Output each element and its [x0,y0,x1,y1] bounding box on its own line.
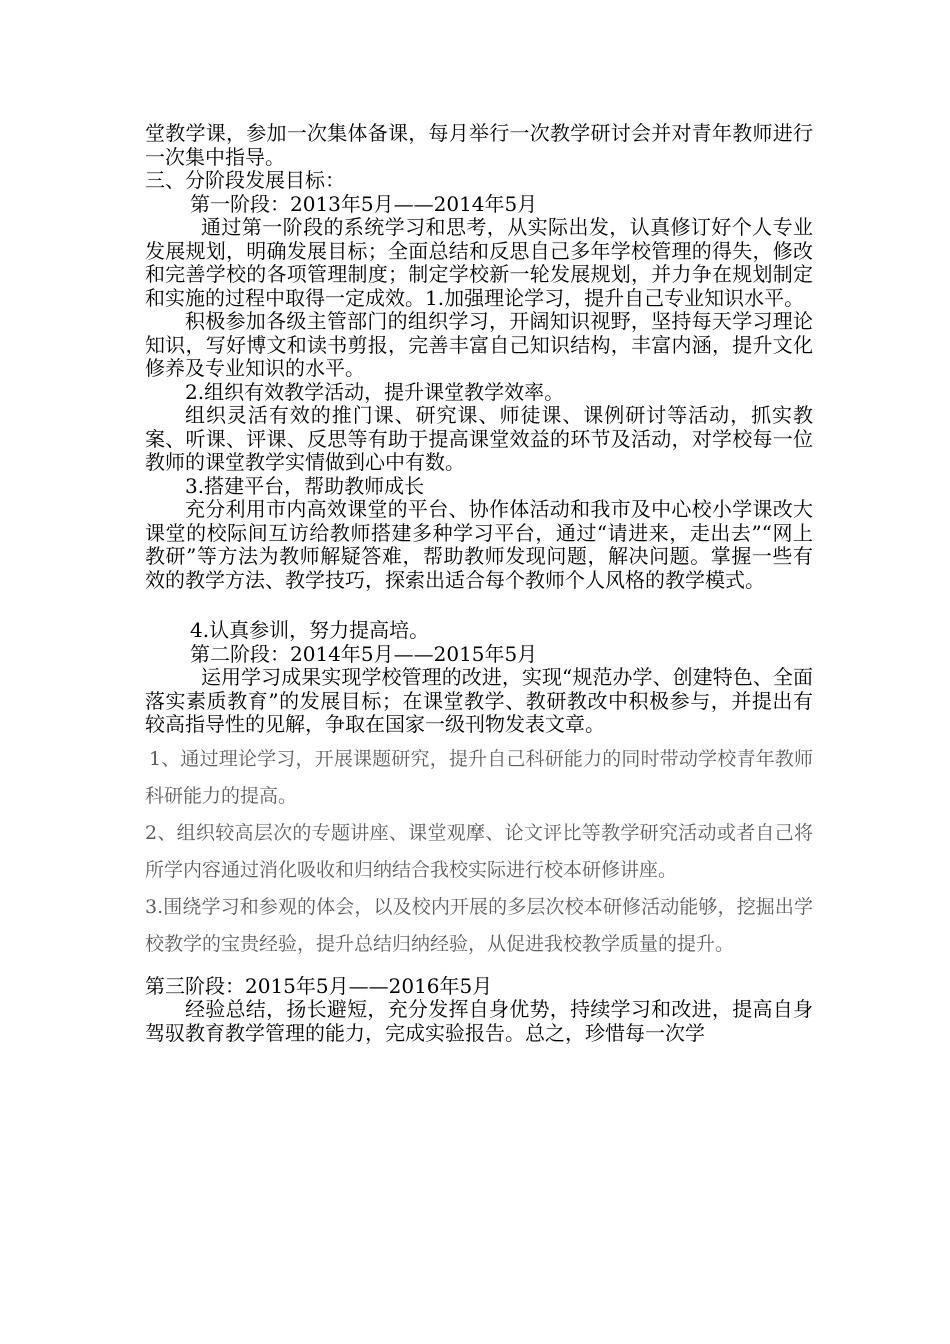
stage-two-intro: 运用学习成果实现学校管理的改进，实现“规范办学、创建特色、全面落实素质教育”的发展目标；在课堂教学、教研教改中积极参与，并提出有较高指导性的见解，争取在国家一级刊物发表文章。 [145,665,813,736]
item-3-body: 充分利用市内高效课堂的平台、协作体活动和我市及中心校小学课改大课堂的校际间互访给教师搭建多种学习平台，通过“请进来，走出去”“网上教研”等方法为教师解疑答难，帮助教师发现问题，解决问题。掌握一些有效的教学方法、教学技巧，探索出适合每个教师个人风格的教学模式。 [145,497,813,592]
stage-three-heading: 第三阶段：2015年5月——2016年5月 [145,973,493,998]
blank-line [145,592,813,619]
paragraph-continuation: 堂教学课，参加一次集体备课，每月举行一次教学研讨会并对青年教师进行一次集中指导。 [145,121,813,169]
section-heading-phased-goals: 三、分阶段发展目标： [145,168,345,192]
item-2-body: 组织灵活有效的推门课、研究课、师徒课、课例研讨等活动，抓实教案、听课、评课、反思等有助于提高课堂效益的环节及活动，对学校每一位教师的课堂教学实情做到心中有数。 [145,403,813,474]
stage-two-item-2: 2、组织较高层次的专题讲座、课堂观摩、论文评比等教学研究活动或者自己将所学内容通过消化吸收和归纳结合我校实际进行校本研修讲座。 [145,821,813,881]
item-3-heading: 3.搭建平台，帮助教师成长 [185,473,425,498]
item-4-heading: 4.认真参训，努力提高培。 [190,618,430,642]
stage-two-item-3: 3.围绕学习和参观的体会，以及校内开展的多层次校本研修活动能够，挖掘出学校教学的宝贵经验，提升总结归纳经验，从促进我校教学质量的提升。 [145,895,813,955]
stage-three-body: 经验总结，扬长避短，充分发挥自身优势，持续学习和改进，提高自身驾驭教育教学管理的能力，完成实验报告。总之，珍惜每一次学 [145,997,813,1045]
stage-one-theory-study: 积极参加各级主管部门的组织学习，开阔知识视野，坚持每天学习理论知识，写好博文和读书剪报，完善丰富自己知识结构，丰富内涵，提升文化修养及专业知识的水平。 [145,309,813,380]
stage-one-intro: 通过第一阶段的系统学习和思考，从实际出发，认真修订好个人专业发展规划，明确发展目标；全面总结和反思自己多年学校管理的得失，修改和完善学校的各项管理制度；制定学校新一轮发展规划，并力争在规划制定和实施的过程中取得一定成效。1.加强理论学习，提升自己专业知识水平。 [145,215,813,310]
stage-two-heading: 第二阶段：2014年5月——2015年5月 [190,641,538,666]
stage-one-heading: 第一阶段：2013年5月——2014年5月 [190,191,538,216]
document-body [145,122,813,1045]
stage-two-item-1: 1、通过理论学习，开展课题研究，提升自己科研能力的同时带动学校青年教师科研能力的提高。 [145,747,813,807]
item-2-heading: 2.组织有效教学活动，提升课堂教学效率。 [185,379,565,404]
